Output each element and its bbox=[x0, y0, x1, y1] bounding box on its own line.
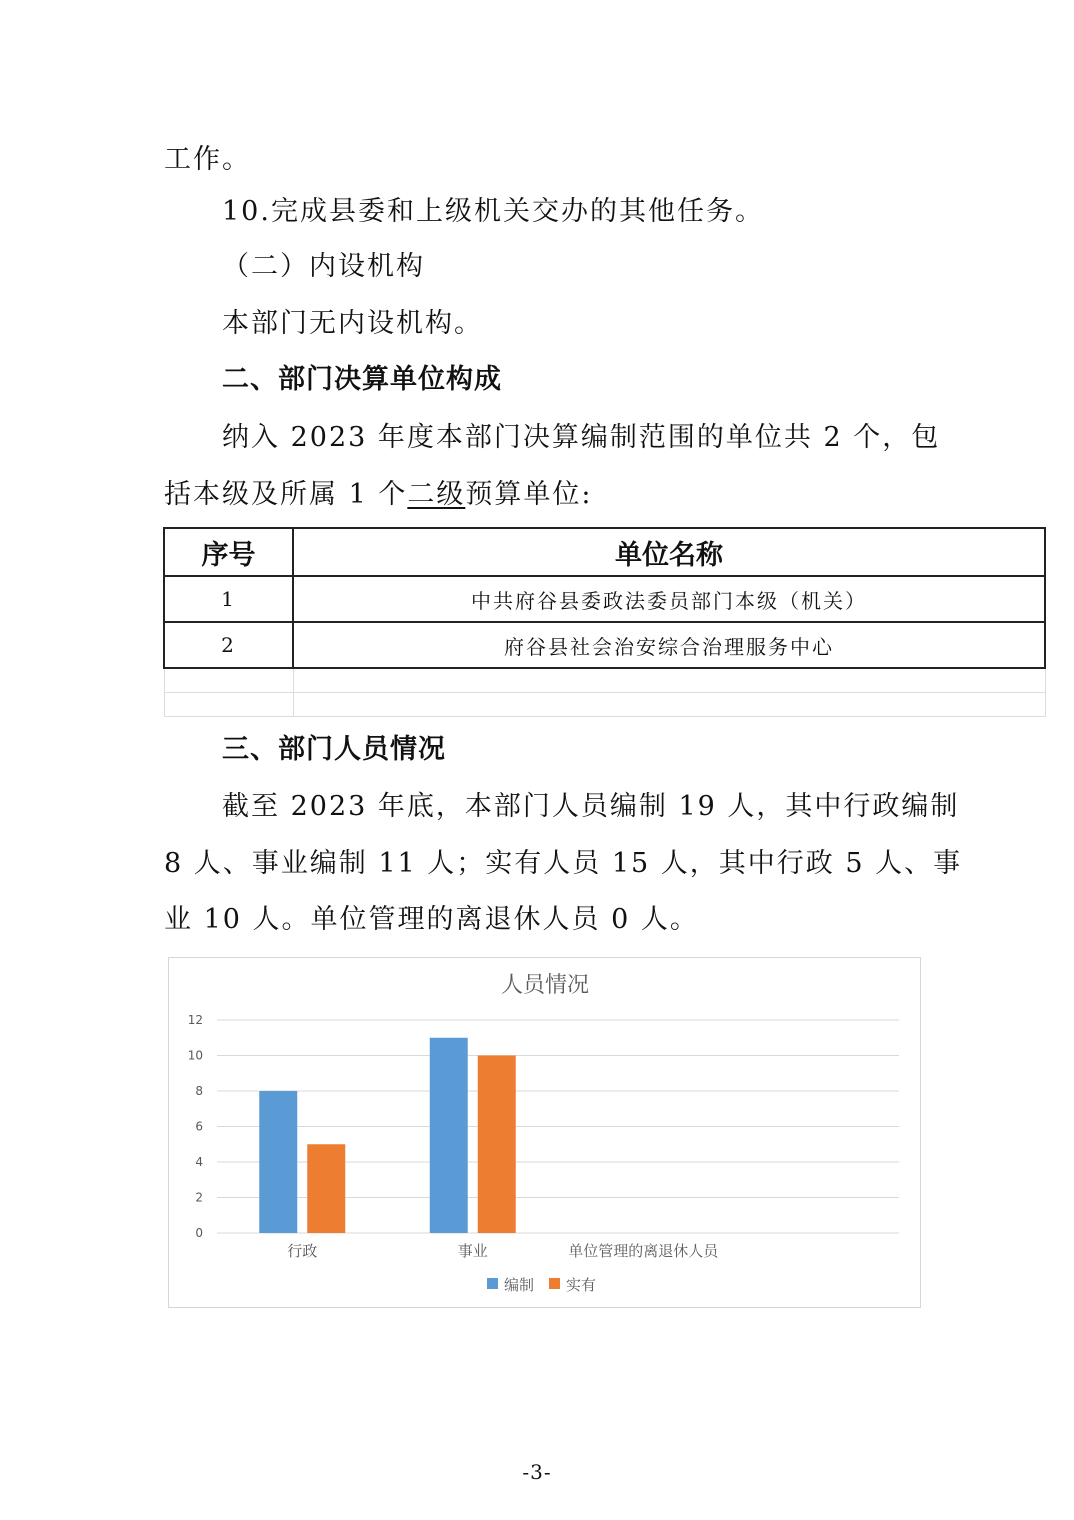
staff-chart bbox=[168, 957, 921, 1308]
table-empty-row bbox=[164, 668, 1045, 693]
legend-swatch bbox=[549, 1278, 560, 1289]
y-tick-label: 10 bbox=[187, 1048, 203, 1063]
table-empty-cell bbox=[293, 668, 1045, 693]
subheading-internal-orgs: （二）内设机构 bbox=[222, 251, 425, 282]
para-units-line-1: 纳入 2023 年度本部门决算编制范围的单位共 2 个，包 bbox=[222, 422, 941, 453]
table-cell-index: 2 bbox=[164, 622, 293, 668]
para-item-10: 10.完成县委和上级机关交办的其他任务。 bbox=[222, 196, 764, 227]
bar-编制-行政 bbox=[259, 1091, 297, 1233]
staff-chart-svg bbox=[169, 958, 922, 1309]
para-units-text-a: 括本级及所属 1 个 bbox=[164, 479, 408, 510]
page-number: -3- bbox=[522, 1460, 552, 1484]
legend-label: 编制 bbox=[504, 1276, 535, 1294]
para-no-internal-orgs: 本部门无内设机构。 bbox=[222, 308, 483, 339]
y-tick-label: 6 bbox=[195, 1119, 203, 1134]
section-heading-3: 三、部门人员情况 bbox=[222, 734, 446, 765]
para-units-underlined: 二级 bbox=[407, 479, 466, 510]
bar-实有-事业 bbox=[478, 1056, 516, 1234]
para-staff-line-2: 8 人、事业编制 11 人；实有人员 15 人，其中行政 5 人、事 bbox=[164, 848, 963, 879]
table-row bbox=[164, 622, 1045, 668]
x-category-label: 单位管理的离退休人员 bbox=[568, 1242, 719, 1260]
x-category-label: 行政 bbox=[287, 1242, 318, 1260]
chart-title: 人员情况 bbox=[500, 973, 590, 998]
table-cell-index: 1 bbox=[164, 576, 293, 622]
table-empty-row bbox=[164, 693, 1045, 717]
legend-swatch bbox=[487, 1278, 498, 1289]
units-table bbox=[163, 527, 1046, 717]
y-tick-label: 12 bbox=[187, 1013, 203, 1027]
table-cell-unit-name: 中共府谷县委政法委员部门本级（机关） bbox=[293, 576, 1045, 622]
y-tick-label: 2 bbox=[195, 1190, 203, 1205]
table-header-index: 序号 bbox=[164, 528, 293, 576]
y-tick-label: 4 bbox=[195, 1155, 203, 1169]
para-line-1: 工作。 bbox=[164, 144, 251, 175]
table-empty-cell bbox=[293, 693, 1045, 717]
table-empty-cell bbox=[164, 668, 293, 693]
bar-实有-行政 bbox=[307, 1144, 345, 1233]
table-empty-cell bbox=[164, 693, 293, 717]
table-header-unit-name: 单位名称 bbox=[293, 528, 1045, 576]
para-units-line-2 bbox=[164, 481, 592, 508]
table-cell-unit-name: 府谷县社会治安综合治理服务中心 bbox=[293, 622, 1045, 668]
section-heading-2: 二、部门决算单位构成 bbox=[222, 364, 502, 395]
bar-编制-事业 bbox=[430, 1038, 468, 1233]
para-staff-line-3: 业 10 人。单位管理的离退休人员 0 人。 bbox=[164, 904, 699, 935]
y-tick-label: 0 bbox=[195, 1226, 203, 1240]
para-units-text-b: 预算单位: bbox=[465, 479, 593, 510]
x-category-label: 事业 bbox=[457, 1242, 488, 1260]
legend-label: 实有 bbox=[566, 1276, 597, 1294]
y-tick-label: 8 bbox=[195, 1084, 203, 1098]
table-row bbox=[164, 576, 1045, 622]
table-header-row bbox=[164, 528, 1045, 576]
para-staff-line-1: 截至 2023 年底，本部门人员编制 19 人，其中行政编制 bbox=[222, 791, 960, 822]
